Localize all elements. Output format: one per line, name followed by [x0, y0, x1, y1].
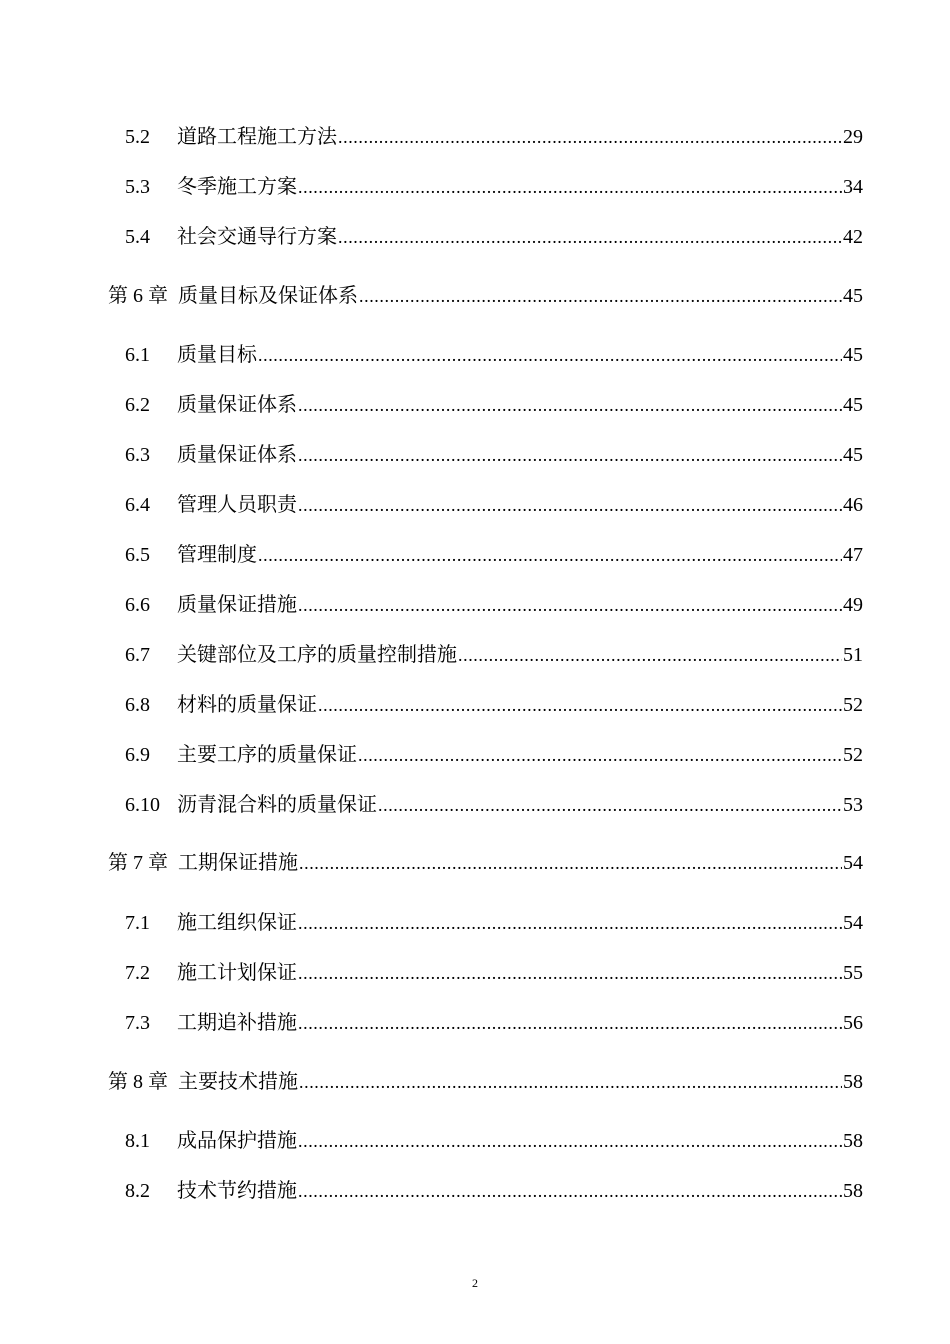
toc-entry-page: 34 — [843, 176, 863, 198]
toc-entry-title: 社会交通导行方案 — [177, 226, 337, 248]
toc-entry[interactable] — [125, 338, 863, 368]
toc-chapter-title: 质量目标及保证体系 — [178, 285, 358, 307]
toc-entry-title: 关键部位及工序的质量控制措施 — [177, 644, 457, 666]
toc-entry-number: 7.2 — [125, 962, 150, 984]
toc-entry-title: 管理制度 — [177, 544, 257, 566]
toc-entry-page: 52 — [843, 694, 863, 716]
toc-entry-number: 5.4 — [125, 226, 150, 248]
toc-entry[interactable] — [125, 488, 863, 518]
toc-entry[interactable] — [125, 438, 863, 468]
toc-entry-number: 6.6 — [125, 594, 150, 616]
toc-entry[interactable] — [125, 738, 863, 768]
toc-entry-page: 42 — [843, 226, 863, 248]
toc-entry-page: 54 — [843, 852, 863, 874]
toc-entry[interactable] — [125, 1174, 863, 1204]
toc-entry-title: 材料的质量保证 — [177, 694, 317, 716]
toc-chapter-entry[interactable] — [108, 846, 863, 876]
dot-leader — [298, 1128, 842, 1154]
dot-leader — [298, 392, 842, 418]
toc-chapter-entry[interactable] — [108, 1065, 863, 1095]
toc-entry[interactable] — [125, 1006, 863, 1036]
toc-entry-page: 53 — [843, 794, 863, 816]
toc-entry-title: 工期追补措施 — [177, 1012, 297, 1034]
dot-leader — [298, 492, 842, 518]
toc-entry[interactable] — [125, 588, 863, 618]
toc-entry-title: 冬季施工方案 — [177, 176, 297, 198]
toc-entry[interactable] — [125, 956, 863, 986]
dot-leader — [258, 542, 842, 568]
toc-entry[interactable] — [125, 170, 863, 200]
dot-leader — [298, 592, 842, 618]
page-number: 2 — [472, 1276, 478, 1290]
toc-entry-number: 6.4 — [125, 494, 150, 516]
toc-entry-number: 5.3 — [125, 176, 150, 198]
toc-entry-title: 道路工程施工方法 — [177, 126, 337, 148]
toc-entry-page: 58 — [843, 1071, 863, 1093]
toc-entry-number: 6.2 — [125, 394, 150, 416]
toc-entry-page: 49 — [843, 594, 863, 616]
toc-entry-page: 45 — [843, 444, 863, 466]
dot-leader — [298, 1010, 842, 1036]
toc-entry-page: 52 — [843, 744, 863, 766]
dot-leader — [298, 1178, 842, 1204]
toc-entry-page: 55 — [843, 962, 863, 984]
dot-leader — [299, 850, 842, 876]
toc-entry-title: 施工组织保证 — [177, 912, 297, 934]
dot-leader — [359, 283, 842, 309]
toc-entry[interactable] — [125, 688, 863, 718]
toc-entry-page: 58 — [843, 1130, 863, 1152]
toc-entry-number: 6.10 — [125, 794, 160, 816]
toc-entry-title: 沥青混合料的质量保证 — [177, 794, 377, 816]
toc-entry-title: 质量目标 — [177, 344, 257, 366]
toc-entry-page: 47 — [843, 544, 863, 566]
dot-leader — [299, 1069, 842, 1095]
toc-entry-number: 7.3 — [125, 1012, 150, 1034]
toc-entry-number: 6.5 — [125, 544, 150, 566]
toc-entry[interactable] — [125, 906, 863, 936]
toc-entry-number: 8.2 — [125, 1180, 150, 1202]
dot-leader — [318, 692, 842, 718]
dot-leader — [338, 124, 842, 150]
toc-entry-number: 6.3 — [125, 444, 150, 466]
toc-entry-title: 管理人员职责 — [177, 494, 297, 516]
toc-chapter-title: 主要技术措施 — [178, 1071, 298, 1093]
toc-entry-title: 主要工序的质量保证 — [177, 744, 357, 766]
toc-entry-number: 7.1 — [125, 912, 150, 934]
toc-entry[interactable] — [125, 788, 863, 818]
toc-entry-page: 56 — [843, 1012, 863, 1034]
dot-leader — [298, 442, 842, 468]
toc-entry-page: 58 — [843, 1180, 863, 1202]
toc-entry-page: 45 — [843, 285, 863, 307]
toc-entry-title: 成品保护措施 — [177, 1130, 297, 1152]
toc-entry-page: 51 — [843, 644, 863, 666]
toc-entry[interactable] — [125, 1124, 863, 1154]
dot-leader — [258, 342, 842, 368]
dot-leader — [298, 910, 842, 936]
dot-leader — [458, 642, 842, 668]
toc-entry-page: 46 — [843, 494, 863, 516]
toc-chapter-title: 工期保证措施 — [178, 852, 298, 874]
dot-leader — [298, 174, 842, 200]
toc-entry-title: 质量保证体系 — [177, 394, 297, 416]
toc-entry-title: 质量保证体系 — [177, 444, 297, 466]
toc-chapter-number: 第 8 章 — [108, 1071, 168, 1093]
toc-entry[interactable] — [125, 638, 863, 668]
toc-entry-page: 45 — [843, 344, 863, 366]
toc-entry-number: 6.8 — [125, 694, 150, 716]
toc-chapter-number: 第 7 章 — [108, 852, 168, 874]
toc-entry[interactable] — [125, 120, 863, 150]
toc-entry-page: 54 — [843, 912, 863, 934]
toc-entry-number: 6.1 — [125, 344, 150, 366]
dot-leader — [378, 792, 842, 818]
toc-entry[interactable] — [125, 220, 863, 250]
toc-entry[interactable] — [125, 538, 863, 568]
toc-entry-number: 6.7 — [125, 644, 150, 666]
toc-chapter-entry[interactable] — [108, 279, 863, 309]
toc-entry-number: 5.2 — [125, 126, 150, 148]
toc-entry-page: 29 — [843, 126, 863, 148]
toc-entry-number: 8.1 — [125, 1130, 150, 1152]
dot-leader — [338, 224, 842, 250]
toc-entry-title: 质量保证措施 — [177, 594, 297, 616]
toc-entry-page: 45 — [843, 394, 863, 416]
toc-entry-title: 技术节约措施 — [177, 1180, 297, 1202]
toc-entry-number: 6.9 — [125, 744, 150, 766]
dot-leader — [358, 742, 842, 768]
toc-entry-title: 施工计划保证 — [177, 962, 297, 984]
toc-entry[interactable] — [125, 388, 863, 418]
dot-leader — [298, 960, 842, 986]
toc-chapter-number: 第 6 章 — [108, 285, 168, 307]
